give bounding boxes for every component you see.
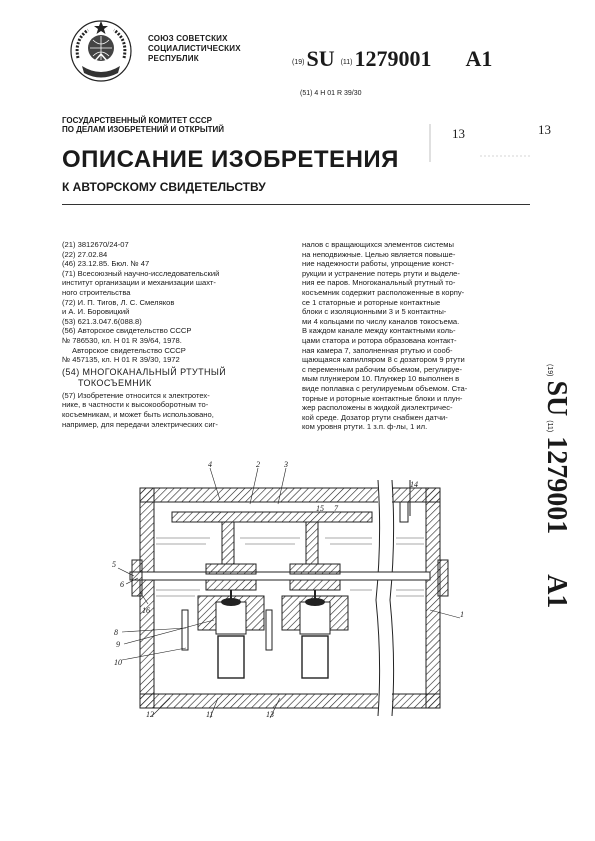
biblio-line: (72) И. П. Тигов, Л. С. Смеляков xyxy=(62,297,175,307)
ref-label: 16 xyxy=(142,606,150,615)
abstract-line: кой среде. Дозатор ртути снабжен датчи- xyxy=(302,412,448,422)
abstract-line: ми 4 кольцами по числу каналов токосъема. xyxy=(302,316,460,326)
abstract-line: нике, в частности к высокооборотным то- xyxy=(62,400,209,410)
abstract-line: с переменным рабочим объемом, регулируе- xyxy=(302,364,462,374)
document-subtitle: К АВТОРСКОМУ СВИДЕТЕЛЬСТВУ xyxy=(62,180,266,194)
drawing-canvas xyxy=(110,460,470,720)
biblio-line: Авторское свидетельство СССР xyxy=(72,345,186,355)
abstract-line: торные и роторные контактные блоки и плун- xyxy=(302,393,463,403)
biblio-line: (21) 3812670/24-07 xyxy=(62,240,129,249)
ref-label: 9 xyxy=(116,640,120,649)
ref-label: 11 xyxy=(206,710,214,719)
invention-title: ТОКОСЪЕМНИК xyxy=(78,377,152,388)
abstract-line: се 1 статорные и роторные контактные xyxy=(302,297,441,307)
invention-title: (54) МНОГОКАНАЛЬНЫЙ РТУТНЫЙ xyxy=(62,366,227,377)
technical-drawing xyxy=(110,460,470,720)
abstract-line: ная камера 7, заполненная ртутью и сооб- xyxy=(302,345,453,355)
ref-label: 1 xyxy=(460,610,464,619)
biblio-line: ного строительства xyxy=(62,287,131,297)
abstract-line: ком уровня ртути. 1 з.п. ф-лы, 1 ил. xyxy=(302,422,428,432)
ref-label: 15 xyxy=(316,504,324,513)
abstract-line: щающаяся капилляром 8 с дозатором 9 ртути xyxy=(302,355,465,365)
abstract-line: ние надежности работы, упрощение конст- xyxy=(302,259,455,269)
biblio-line: (22) 27.02.84 xyxy=(62,249,108,259)
ipc-classification: (51) 4 H 01 R 39/30 xyxy=(300,90,362,97)
patent-number: 1279001 xyxy=(354,46,432,71)
abstract-line: блоки с изоляционными 3 и 5 контактны- xyxy=(302,307,447,317)
org-line: СОЮЗ СОВЕТСКИХ xyxy=(148,34,228,43)
side-publication-number xyxy=(542,360,580,660)
side-number: 1279001 xyxy=(541,436,572,535)
state-emblem xyxy=(68,18,134,84)
ref-label: 8 xyxy=(114,628,118,637)
ref-label: 6 xyxy=(120,580,124,589)
committee-name xyxy=(62,116,224,134)
abstract-line: налов с вращающихся элементов системы xyxy=(302,240,454,249)
header-divider xyxy=(62,204,530,205)
stamp-left-number: 13 xyxy=(452,126,465,141)
abstract-line: мым плунжером 10. Плунжер 10 выполнен в xyxy=(302,374,460,384)
committee-line: ПО ДЕЛАМ ИЗОБРЕТЕНИЙ И ОТКРЫТИЙ xyxy=(62,125,225,134)
ref-label: 10 xyxy=(114,658,122,667)
org-line: РЕСПУБЛИК xyxy=(148,54,199,63)
biblio-line: (56) Авторское свидетельство СССР xyxy=(62,326,192,336)
inid-code-19: (19) xyxy=(292,59,305,66)
side-code-11: (11) xyxy=(546,420,553,433)
plunger-1 xyxy=(198,590,264,678)
ref-label: 7 xyxy=(334,504,338,513)
abstract-line: цами статора и ротора образована контакт- xyxy=(302,335,457,345)
stamp-right-number: 13 xyxy=(538,122,551,137)
ref-label: 12 xyxy=(146,710,154,719)
document-kind: A1 xyxy=(465,46,493,71)
publication-number xyxy=(292,40,492,72)
ref-label: 2 xyxy=(256,460,260,469)
plunger-2 xyxy=(282,590,348,678)
abstract-line: жер расположены в жидкой диэлектричес- xyxy=(302,403,453,413)
ref-label: 14 xyxy=(410,480,418,489)
abstract-line: виде поплавка с регулируемым объемом. Ста- xyxy=(302,383,468,393)
biblio-line: (71) Всесоюзный научно-исследовательский xyxy=(62,268,220,278)
side-kind: A1 xyxy=(541,574,572,609)
abstract-line: (57) Изобретение относится к электротех- xyxy=(62,390,210,400)
ref-label: 13 xyxy=(266,710,274,719)
biblio-line: институт организации и механизации шахт- xyxy=(62,278,216,288)
ref-label: 5 xyxy=(112,560,116,569)
abstract-line: например, для передачи электрических сиг- xyxy=(62,419,218,429)
biblio-line: № 786530, кл. Н 01 R 39/64, 1978. xyxy=(62,335,182,345)
side-country: SU xyxy=(541,380,572,417)
abstract-line: на неподвижные. Целью является повыше- xyxy=(302,249,456,259)
abstract-line: косъемник содержит расположенные в корпу- xyxy=(302,287,465,297)
biblio-line: № 457135, кл. Н 01 R 39/30, 1972 xyxy=(62,355,180,365)
abstract-line: В каждом канале между контактными коль- xyxy=(302,326,456,336)
org-line: СОЦИАЛИСТИЧЕСКИХ xyxy=(148,44,241,53)
library-stamp xyxy=(420,118,560,170)
ref-label: 3 xyxy=(284,460,288,469)
bibliographic-data xyxy=(62,240,294,429)
document-title: ОПИСАНИЕ ИЗОБРЕТЕНИЯ xyxy=(62,146,399,173)
inid-code-11: (11) xyxy=(340,59,353,66)
biblio-line: (53) 621.3.047.6(088.8) xyxy=(62,316,142,326)
ref-label: 4 xyxy=(208,460,212,469)
issuing-state xyxy=(148,34,241,64)
biblio-line: и А. И. Боровицкий xyxy=(62,307,130,317)
abstract-line: косъемникам, и может быть использовано, xyxy=(62,409,214,419)
biblio-line: (46) 23.12.85. Бюл. № 47 xyxy=(62,259,150,269)
abstract-line: ния ее паров. Многоканальный ртутный то- xyxy=(302,278,456,288)
abstract-line: рукции и устранение потерь ртути и выделе- xyxy=(302,268,460,278)
committee-line: ГОСУДАРСТВЕННЫЙ КОМИТЕТ СССР xyxy=(62,116,212,125)
abstract xyxy=(302,240,520,432)
country-code: SU xyxy=(306,46,335,71)
side-code-19: (19) xyxy=(546,364,553,377)
